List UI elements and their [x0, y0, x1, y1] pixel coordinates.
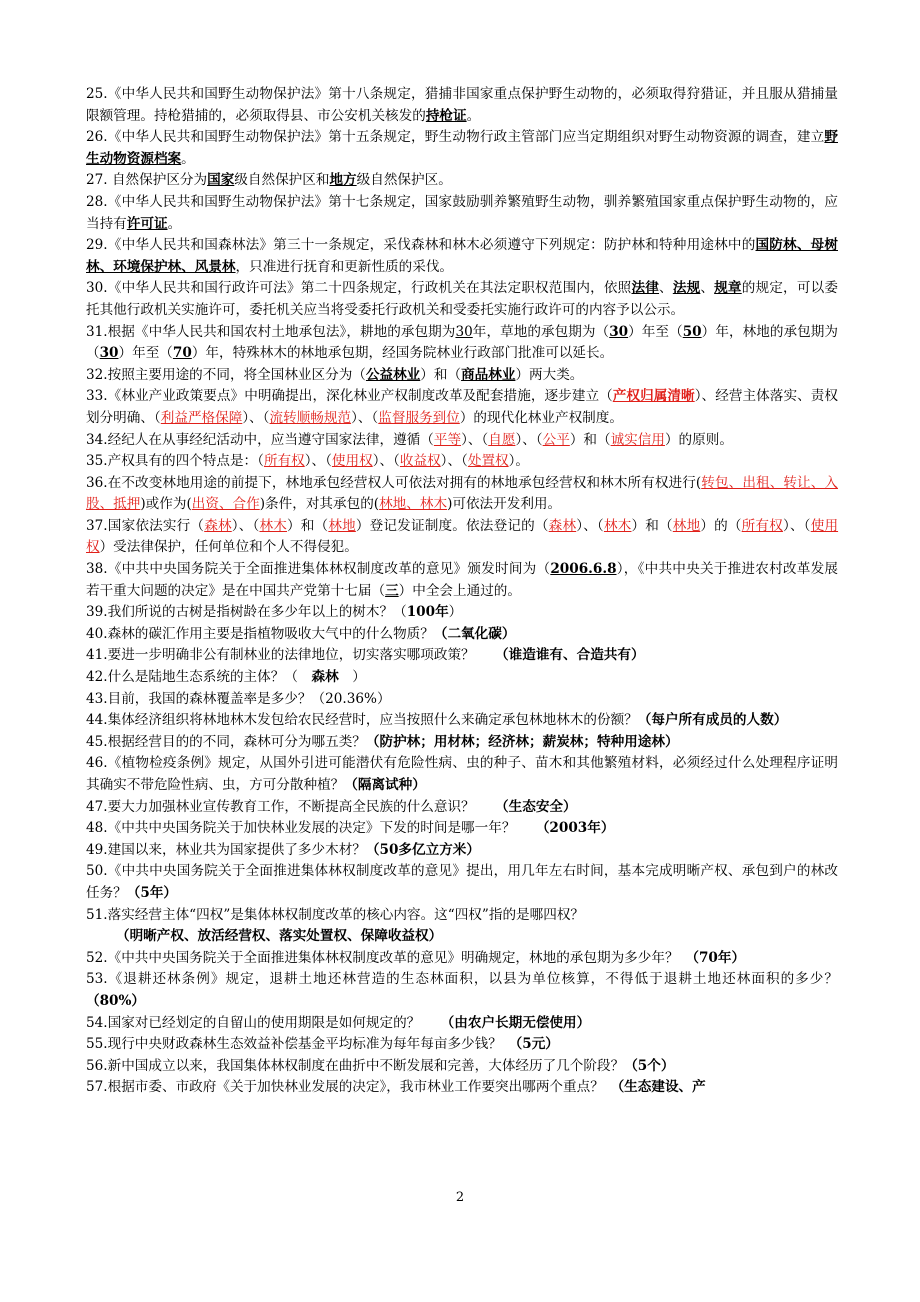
question-text: 44.集体经济组织将林地林木发包给农民经营时，应当按照什么来确定承包林地林木的份额？: [86, 712, 638, 729]
answer-text: 利益严格保障: [160, 409, 243, 426]
question-item: [86, 905, 838, 927]
question-text: )条件，对其承包的(: [259, 496, 380, 513]
answer-text: （生态安全）: [501, 798, 577, 815]
question-text: ）、（: [782, 517, 811, 534]
question-text: ）和（: [287, 517, 329, 534]
question-text: 。: [167, 215, 182, 232]
question-text: ）中全会上通过的。: [398, 582, 521, 599]
answer-text: （2003年）: [542, 820, 615, 837]
question-text: ）、（: [351, 409, 379, 426]
question-text: ）年，特殊林木的林地承包期，经国务院林业行政部门批准可以延长。: [191, 345, 614, 362]
document-body: [86, 84, 838, 1099]
answer-text: （二氧化碳）: [433, 625, 516, 642]
answer-text: 70: [172, 345, 192, 362]
answer-text: 30: [455, 323, 473, 340]
question-text: 42.什么是陆地生态系统的主体？（: [86, 669, 312, 686]
answer-text: 诚实信用: [610, 431, 665, 448]
answer-text: 林地: [328, 517, 356, 534]
answer-text: 三: [385, 582, 399, 599]
question-text: ）受法律保护，任何单位和个人不得侵犯。: [99, 539, 358, 556]
question-item: [86, 559, 838, 602]
question-text: ）、（: [440, 453, 468, 470]
question-text: 40.森林的碳汇作用主要是指植物吸收大气中的什么物质？: [86, 625, 434, 642]
answer-text: 监督服务到位: [378, 409, 460, 426]
question-item: [86, 127, 838, 170]
question-text: 35.产权具有的四个特点是：（: [86, 453, 264, 470]
question-item: [86, 797, 838, 819]
answer-text: 流转顺畅规范: [269, 409, 352, 426]
question-text: )可依法开发利用。: [447, 496, 562, 513]
answer-text: 处置权: [467, 453, 509, 470]
answer-text: 法律: [631, 280, 660, 297]
answer-text: （每户所有成员的人数）: [637, 712, 788, 729]
question-text: 57.根据市委、市政府《关于加快林业发展的决定》，我市林业工作要突出哪两个重点？: [86, 1079, 618, 1096]
answer-text: 森林: [311, 669, 339, 686]
answer-text: 国防林、母树林、环境保护林、风景林: [86, 237, 838, 275]
question-item: [86, 1077, 838, 1099]
question-item: [86, 818, 838, 840]
question-item: [86, 430, 838, 452]
answer-text: 30: [99, 345, 119, 362]
question-text: 43.目前，我国的森林覆盖率是多少？（20.36%）: [86, 690, 391, 707]
answer-text: （谁造谁有、合造共有）: [501, 647, 645, 664]
answer-text: 国家: [207, 172, 235, 189]
question-text: ）、经营主体落实、责权划分明确、（: [86, 388, 839, 426]
question-text: 52.《中共中央国务院关于全面推进集体林权制度改革的意见》明确规定，林地的承包期为多少年？: [86, 949, 693, 966]
question-text: ）、（: [231, 517, 260, 534]
question-item: [86, 602, 838, 624]
answer-text: 林地: [672, 517, 701, 534]
question-item: [86, 386, 838, 429]
question-text: 47.要大力加强林业宣传教育工作，不断提高全民族的什么意识？: [86, 798, 502, 815]
question-item: [86, 235, 838, 278]
answer-text: 森林: [204, 517, 232, 534]
question-text: 37.国家依法实行（: [86, 517, 205, 534]
question-text: 年，草地的承包期为（: [472, 323, 610, 340]
question-item: [86, 451, 838, 473]
question-text: ）两大类。: [515, 366, 584, 383]
question-text: 38.《中共中央国务院关于全面推进集体林权制度改革的意见》颁发时间为（: [86, 561, 551, 578]
answer-text: 使用权: [331, 453, 373, 470]
question-text: ）: [338, 669, 366, 686]
answer-text: 许可证: [126, 215, 168, 232]
answer-text: 产权归属清晰: [612, 388, 695, 405]
question-text: 49.建国以来，林业共为国家提供了多少木材？: [86, 841, 366, 858]
answer-text: 林地、林木: [379, 496, 448, 513]
question-text: ）登记发证制度。依法登记的（: [355, 517, 549, 534]
question-text: ）和（: [420, 366, 462, 383]
question-text: 41.要进一步明确非公有制林业的法律地位，切实落实哪项政策？: [86, 647, 502, 664]
question-text: 26.《中华人民共和国野生动物保护法》第十五条规定，野生动物行政主管部门应当定期组织对野生动物资源的调查，建立: [86, 129, 825, 146]
answer-text: 公平: [542, 431, 570, 448]
question-text: 51.落实经营主体“四权”是集体林权制度改革的核心内容。这“四权”指的是哪四权？: [86, 906, 585, 923]
question-item: [86, 1013, 838, 1035]
question-item: [86, 948, 838, 970]
question-text: ）: [448, 604, 463, 621]
answer-text: 100年: [406, 604, 449, 621]
answer-text: 50: [682, 323, 702, 340]
question-text: ）。: [508, 453, 530, 470]
question-text: 53.《退耕还林条例》规定，退耕土地还林营造的生态林面积，以县为单位核算，不得低于退耕土地还林面积的多少？: [86, 971, 838, 988]
page-number: 2: [455, 1190, 465, 1205]
answer-text: （5元）: [515, 1036, 559, 1053]
answer-text: 2006.6.8: [550, 561, 617, 578]
question-text: )或作为(: [140, 496, 192, 513]
question-item: [86, 624, 838, 646]
question-text: 56.新中国成立以来，我国集体林权制度在曲折中不断发展和完善，大体经历了几个阶段？: [86, 1057, 625, 1074]
question-text: ）、（: [372, 453, 400, 470]
answer-text: 使用权: [86, 517, 839, 556]
answer-text: （由农户长期无偿使用）: [447, 1014, 591, 1031]
answer-text: 地方: [329, 172, 357, 189]
question-item: [86, 192, 838, 235]
answer-text: （50多亿立方米）: [365, 841, 480, 858]
question-text: 25.《中华人民共和国野生动物保护法》第十八条规定，猎捕非国家重点保护野生动物的，必须取得狩猎证，并且服从猎捕量限额管理。持枪猎捕的，必须取得县、市公安机关核发的: [86, 86, 838, 124]
question-text: 31.根据《中华人民共和国农村土地承包法》，耕地的承包期为: [86, 323, 456, 340]
question-text: ）、（: [515, 431, 543, 448]
answer-text: （5个）: [624, 1057, 675, 1074]
question-text: 级自然保护区。: [356, 172, 452, 189]
question-text: 。: [181, 150, 195, 167]
answer-text: （明晰产权、放活经营权、落实处置权、保障收益权）: [116, 928, 443, 945]
question-text: 28.《中华人民共和国野生动物保护法》第十七条规定，国家鼓励驯养繁殖野生动物，驯养繁殖国家重点保护野生动物的，应当持有: [86, 193, 838, 232]
question-text: ）的现代化林业产权制度。: [459, 409, 623, 426]
question-text: ）、（: [304, 453, 332, 470]
answer-text: （5年）: [126, 884, 178, 901]
question-text: ）年至（: [628, 323, 683, 340]
question-text: ）的原则。: [664, 431, 733, 448]
question-text: 34.经纪人在从事经纪活动中，应当遵守国家法律，遵循（: [86, 431, 434, 448]
answer-text: （隔离试种）: [344, 777, 426, 793]
question-text: 、: [700, 280, 715, 297]
answer-text: 30: [609, 323, 629, 340]
question-text: 的规定，可以委托其他行政机关实施许可，委托机关应当将受委托行政机关和受委托实施行政许可的内容予以公示。: [86, 280, 838, 318]
question-text: 。: [466, 107, 481, 124]
question-text: ）年至（: [118, 345, 173, 362]
question-text: 39.我们所说的古树是指树龄在多少年以上的树木？（: [86, 604, 407, 621]
answer-text: 野生动物资源档案: [86, 129, 838, 167]
answer-text: （70年）: [692, 949, 746, 966]
question-item: [86, 645, 838, 667]
question-item: [86, 278, 838, 321]
question-text: 33.《林业产业政策要点》中明确提出，深化林业产权制度改革及配套措施，逐步建立（: [86, 388, 613, 405]
answer-text: 自愿: [488, 431, 516, 448]
answer-text: （防护林；用材林；经济林；薪炭林；特种用途林）: [365, 733, 679, 750]
question-text: 54.国家对已经划定的自留山的使用期限是如何规定的？: [86, 1014, 448, 1031]
answer-text: 持枪证: [425, 107, 467, 124]
question-text: 48.《中共中央国务院关于加快林业发展的决定》下发的时间是哪一年？: [86, 820, 543, 837]
answer-text: 规章: [714, 280, 742, 297]
answer-text: 所有权: [263, 453, 305, 470]
answer-text: 出资、合作: [191, 496, 260, 513]
question-text: 32.按照主要用途的不同，将全国林业区分为（: [86, 366, 366, 383]
question-text: ）和（: [631, 517, 673, 534]
answer-text: 商品林业: [461, 366, 516, 383]
question-text: 46.《植物检疫条例》规定，从国外引进可能潜伏有危险性病、虫的种子、苗木和其他繁殖材料，必须经过什么处理程序证明其确实不带危险性病、虫，方可分散种植？: [86, 755, 838, 793]
question-text: ）、（: [461, 431, 489, 448]
question-item: [86, 1034, 838, 1056]
question-item: [86, 516, 838, 559]
question-item: [86, 753, 838, 796]
question-item: [86, 473, 838, 516]
question-item: [86, 689, 838, 711]
question-item: [86, 926, 838, 948]
question-text: 29.《中华人民共和国森林法》第三十一条规定，采伐森林和林木必须遵守下列规定：防护林和特种用途林中的: [86, 237, 756, 254]
question-item: [86, 732, 838, 754]
question-text: 55.现行中央财政森林生态效益补偿基金平均标准为每年每亩多少钱？: [86, 1036, 516, 1053]
question-text: 级自然保护区和: [234, 172, 330, 189]
answer-text: 所有权: [741, 517, 783, 534]
answer-text: 林木: [259, 517, 288, 534]
question-text: ）和（: [569, 431, 611, 448]
answer-text: 收益权: [399, 453, 441, 470]
question-text: 、: [659, 280, 673, 297]
question-text: ）年，林地的承包期为（: [86, 323, 839, 362]
question-text: ）的（: [700, 517, 742, 534]
question-item: [86, 710, 838, 732]
question-item: [86, 667, 838, 689]
question-item: [86, 84, 838, 127]
question-text: 30.《中华人民共和国行政许可法》第二十四条规定，行政机关在其法定职权范围内，依照: [86, 280, 632, 297]
question-text: ）、（: [576, 517, 604, 534]
answer-text: 转包、出租、转让、入股、抵押: [86, 474, 839, 513]
answer-text: 林木: [603, 517, 632, 534]
question-item: [86, 322, 838, 365]
question-item: [86, 170, 838, 192]
question-item: [86, 840, 838, 862]
question-text: 36.在不改变林地用途的前提下，林地承包经营权人可依法对拥有的林地承包经营权和林木所有权进行(: [86, 474, 702, 491]
question-item: [86, 1056, 838, 1078]
question-text: 27. 自然保护区分为: [86, 172, 208, 189]
question-text: ，只准进行抚育和更新性质的采伐。: [235, 258, 454, 275]
answer-text: 森林: [548, 517, 577, 534]
answer-text: （80%）: [86, 992, 146, 1009]
question-text: ）、（: [242, 409, 270, 426]
answer-text: 平等: [433, 431, 462, 448]
question-text: 45.根据经营目的的不同，森林可分为哪五类？: [86, 733, 366, 750]
question-item: [86, 365, 838, 387]
answer-text: 法规: [672, 280, 701, 297]
answer-text: （生态建设、产: [617, 1079, 706, 1096]
question-item: [86, 861, 838, 904]
question-item: [86, 969, 838, 1012]
answer-text: 公益林业: [365, 366, 421, 383]
question-text: ），《中共中央关于推进农村改革发展若干重大问题的决定》是在中国共产党第十七届（: [86, 561, 838, 599]
question-text: 50.《中共中央国务院关于全面推进集体林权制度改革的意见》提出，用几年左右时间，基本完成明晰产权、承包到户的林改任务？: [86, 863, 838, 901]
